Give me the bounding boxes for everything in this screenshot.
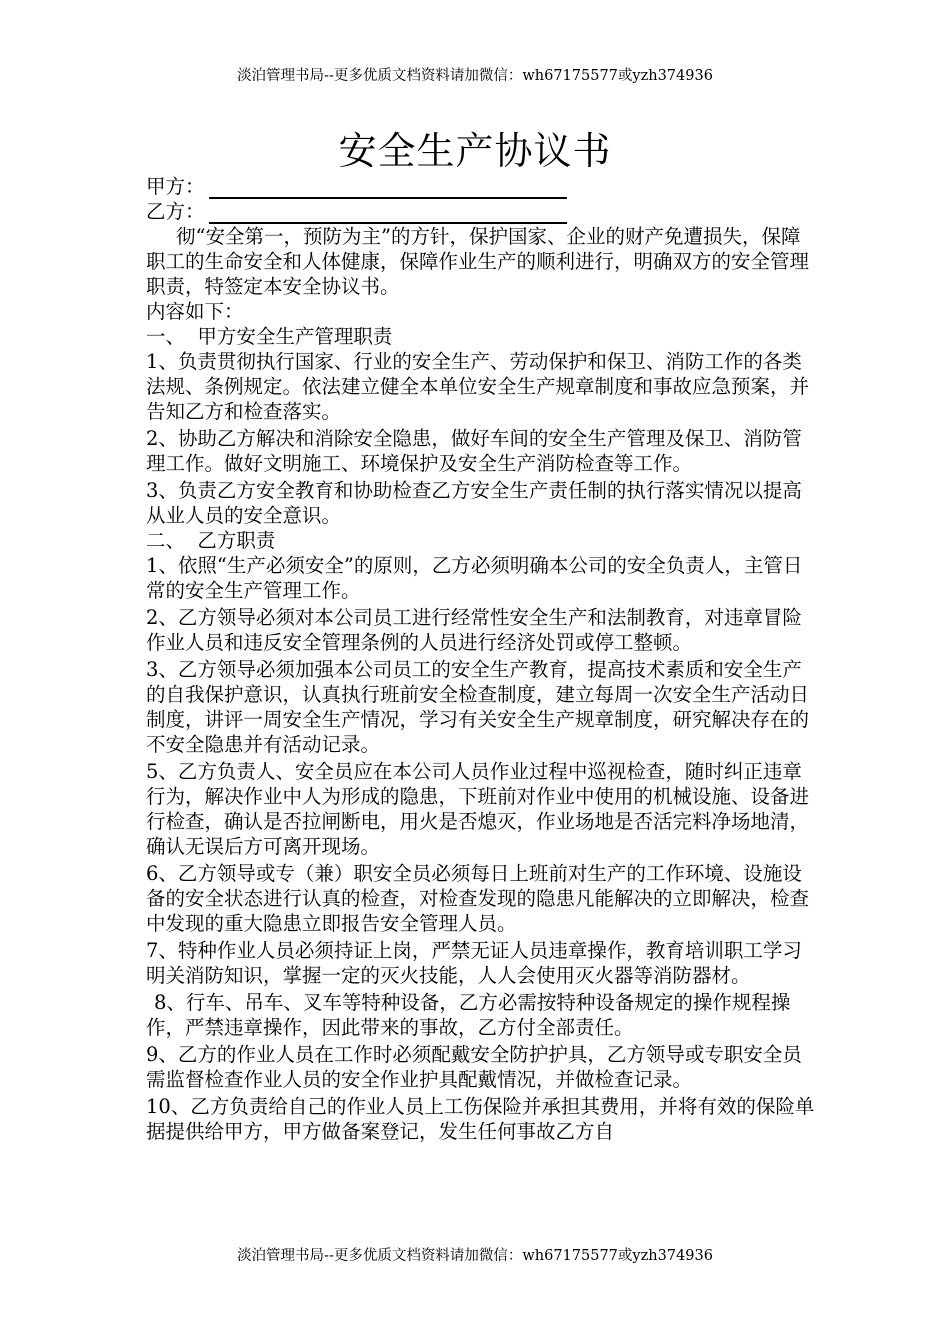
section-1-heading: 一、 甲方安全生产管理职责 [146,325,393,348]
section-1-item: 1、负责贯彻执行国家、行业的安全生产、劳动保护和保卫、消防工作的各类法规、条例规定。依法建立健全本单位安全生产规章制度和事故应急预案，并告知乙方和检查落实。 [146,350,810,423]
party-a-label: 甲方： [146,175,205,198]
intro-paragraph: 彻“安全第一，预防为主”的方针，保护国家、企业的财产免遭损失，保障职工的生命安全和人体健康，保障作业生产的顺利进行，明确双方的安全管理职责，特签定本安全协议书。 [146,225,810,298]
section-1-item: 2、协助乙方解决和消除安全隐患，做好车间的安全生产管理及保卫、消防管理工作。做好文明施工、环境保护及安全生产消防检查等工作。 [146,427,802,475]
section-2-item: 6、乙方领导或专（兼）职安全员必须每日上班前对生产的工作环境、设施设备的安全状态进行认真的检查，对检查发现的隐患凡能解决的立即解决，检查中发现的重大隐患立即报告安全管理人员。 [146,862,810,935]
document-title: 安全生产协议书 [338,129,612,173]
party-b-label: 乙方： [146,200,205,223]
section-2-item: 3、乙方领导必须加强本公司员工的安全生产教育，提高技术素质和安全生产的自我保护意识，认真执行班前安全检查制度，建立每周一次安全生产活动日制度，讲评一周安全生产情况，学习有关安全生产规章制度，研究解决存在的不安全隐患并有活动记录。 [146,658,810,756]
page-footer-note: 淡泊管理书局--更多优质文档资料请加微信：wh67175577或yzh374936 [237,1248,713,1264]
content-label: 内容如下： [146,300,244,323]
section-2-item: 5、乙方负责人、安全员应在本公司人员作业过程中巡视检查，随时纠正违章行为，解决作业中人为形成的隐患，下班前对作业中使用的机械设施、设备进行检查，确认是否拉闸断电，用火是否熄灭，作业场地是否活完料净场地清，确认无误后方可离开现场。 [146,760,810,858]
section-2-item: 1、依照“生产必须安全”的原则，乙方必须明确本公司的安全负责人，主管日常的安全生产管理工作。 [146,554,803,602]
party-b-blank [209,203,567,224]
section-1-item: 3、负责乙方安全教育和协助检查乙方安全生产责任制的执行落实情况以提高从业人员的安全意识。 [146,479,802,527]
section-2-item: 2、乙方领导必须对本公司员工进行经常性安全生产和法制教育，对违章冒险作业人员和违反安全管理条例的人员进行经济处罚或停工整顿。 [146,606,802,654]
party-b-line [146,199,816,224]
section-2-item: 7、特种作业人员必须持证上岗，严禁无证人员违章操作，教育培训职工学习明关消防知识，掌握一定的灭火技能，人人会使用灭火器等消防器材。 [146,939,802,987]
party-a-blank [209,178,567,199]
page-header-note: 淡泊管理书局--更多优质文档资料请加微信：wh67175577或yzh374936 [237,68,713,84]
document-body [146,174,816,1144]
section-2-item: 8、行车、吊车、叉车等特种设备，乙方必需按特种设备规定的操作规程操作，严禁违章操作，因此带来的事故，乙方付全部责任。 [146,991,791,1039]
section-2-heading: 二、 乙方职责 [146,529,276,552]
section-2-item: 9、乙方的作业人员在工作时必须配戴安全防护护具，乙方领导或专职安全员需监督检查作业人员的安全作业护具配戴情况，并做检查记录。 [146,1043,802,1091]
section-2-item: 10、乙方负责给自己的作业人员上工伤保险并承担其费用，并将有效的保险单据提供给甲方，甲方做备案登记，发生任何事故乙方自 [146,1095,815,1143]
party-a-line [146,174,816,199]
